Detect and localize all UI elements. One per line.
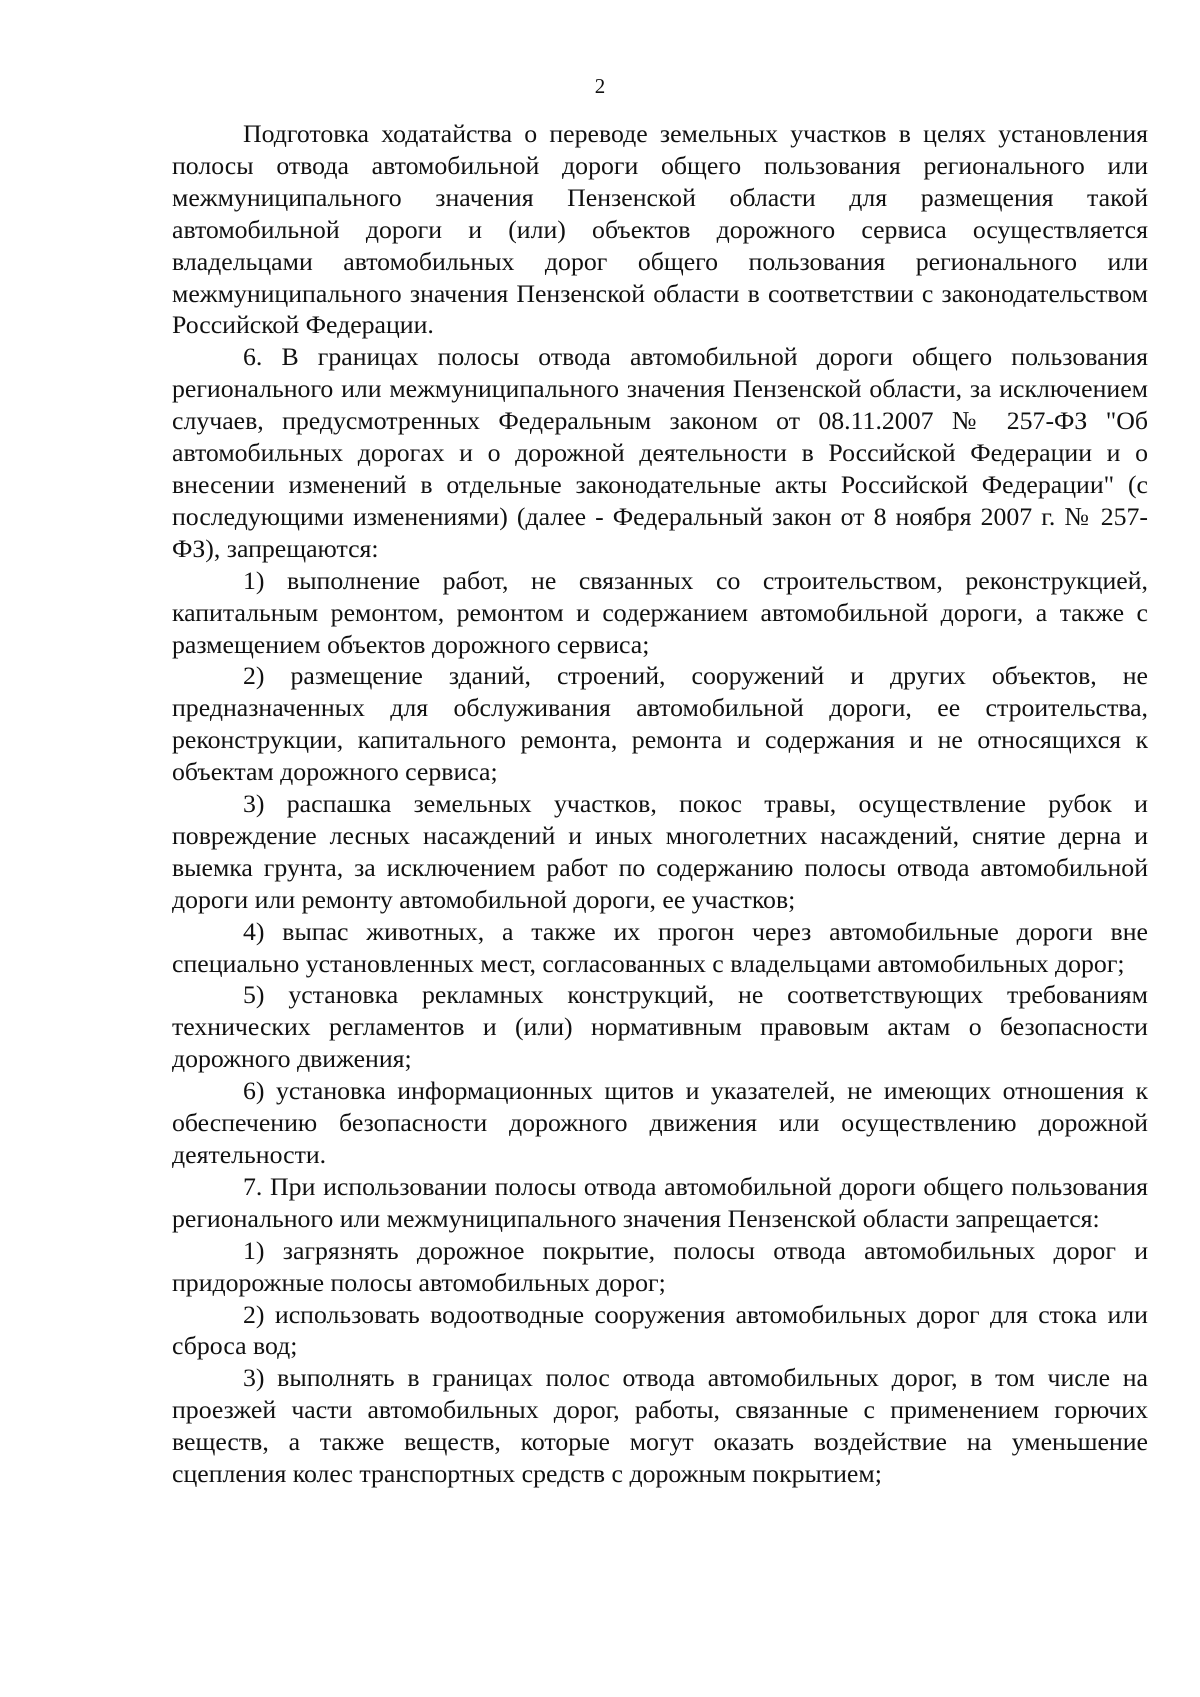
list-item-6-4: 4) выпас животных, а также их прогон через автомобильные дороги вне специально установленных мест, согласованных с владельцами автомобильных дорог; [172, 916, 1148, 978]
list-item-6-3: 3) распашка земельных участков, покос травы, осуществление рубок и повреждение лесных насаждений и иных многолетних насаждений, снятие дерна и выемка грунта, за исключением работ по содержанию полосы отвода автомобильной дороги или ремонту автомобильной дороги, ее участков; [172, 789, 1148, 914]
page-number: 2 [594, 74, 606, 98]
paragraph-item-6: 6. В границах полосы отвода автомобильной дороги общего пользования регионального или межмуниципального значения Пензенской области, за исключением случаев, предусмотренных Федеральным законом от 08.11.2007 № 257-ФЗ "Об автомобильных дорогах и о дорожной деятельности в Российской Федерации и о внесении изменений в отдельные законодательные акты Российской Федерации" (с последующими изменениями) (далее - Федеральный закон от 8 ноября 2007 г. № 257-ФЗ), запрещаются: [172, 342, 1148, 563]
list-item-6-1: 1) выполнение работ, не связанных со строительством, реконструкцией, капитальным ремонтом, ремонтом и содержанием автомобильной дороги, а также с размещением объектов дорожного сервиса; [172, 565, 1148, 659]
paragraph-land-transfer-petition: Подготовка ходатайства о переводе земельных участков в целях установления полосы отвода автомобильной дороги общего пользования регионального или межмуниципального значения Пензенской области для размещения такой автомобильной дороги и (или) объектов дорожного сервиса осуществляется владельцами автомобильных дорог общего пользования регионального или межмуниципального значения Пензенской области в соответствии с законодательством Российской Федерации. [172, 119, 1148, 340]
list-item-7-1: 1) загрязнять дорожное покрытие, полосы отвода автомобильных дорог и придорожные полосы автомобильных дорог; [172, 1235, 1148, 1297]
list-item-6-5: 5) установка рекламных конструкций, не соответствующих требованиям технических регламентов и (или) нормативным правовым актам о безопасности дорожного движения; [172, 980, 1148, 1074]
list-item-7-3: 3) выполнять в границах полос отвода автомобильных дорог, в том числе на проезжей части автомобильных дорог, работы, связанные с применением горючих веществ, а также веществ, которые могут оказать воздействие на уменьшение сцепления колес транспортных средств с дорожным покрытием; [172, 1363, 1148, 1489]
list-item-6-6: 6) установка информационных щитов и указателей, не имеющих отношения к обеспечению безопасности дорожного движения или осуществлению дорожной деятельности. [172, 1076, 1148, 1169]
list-item-7-2: 2) использовать водоотводные сооружения автомобильных дорог для стока или сброса вод; [172, 1299, 1148, 1361]
list-item-6-2: 2) размещение зданий, строений, сооружений и других объектов, не предназначенных для обслуживания автомобильной дороги, ее строительства, реконструкции, капитального ремонта, ремонта и содержания и не относящихся к объектам дорожного сервиса; [172, 661, 1148, 787]
document-body [172, 118, 1148, 1490]
paragraph-item-7: 7. При использовании полосы отвода автомобильной дороги общего пользования регионального или межмуниципального значения Пензенской области запрещается: [172, 1171, 1148, 1233]
